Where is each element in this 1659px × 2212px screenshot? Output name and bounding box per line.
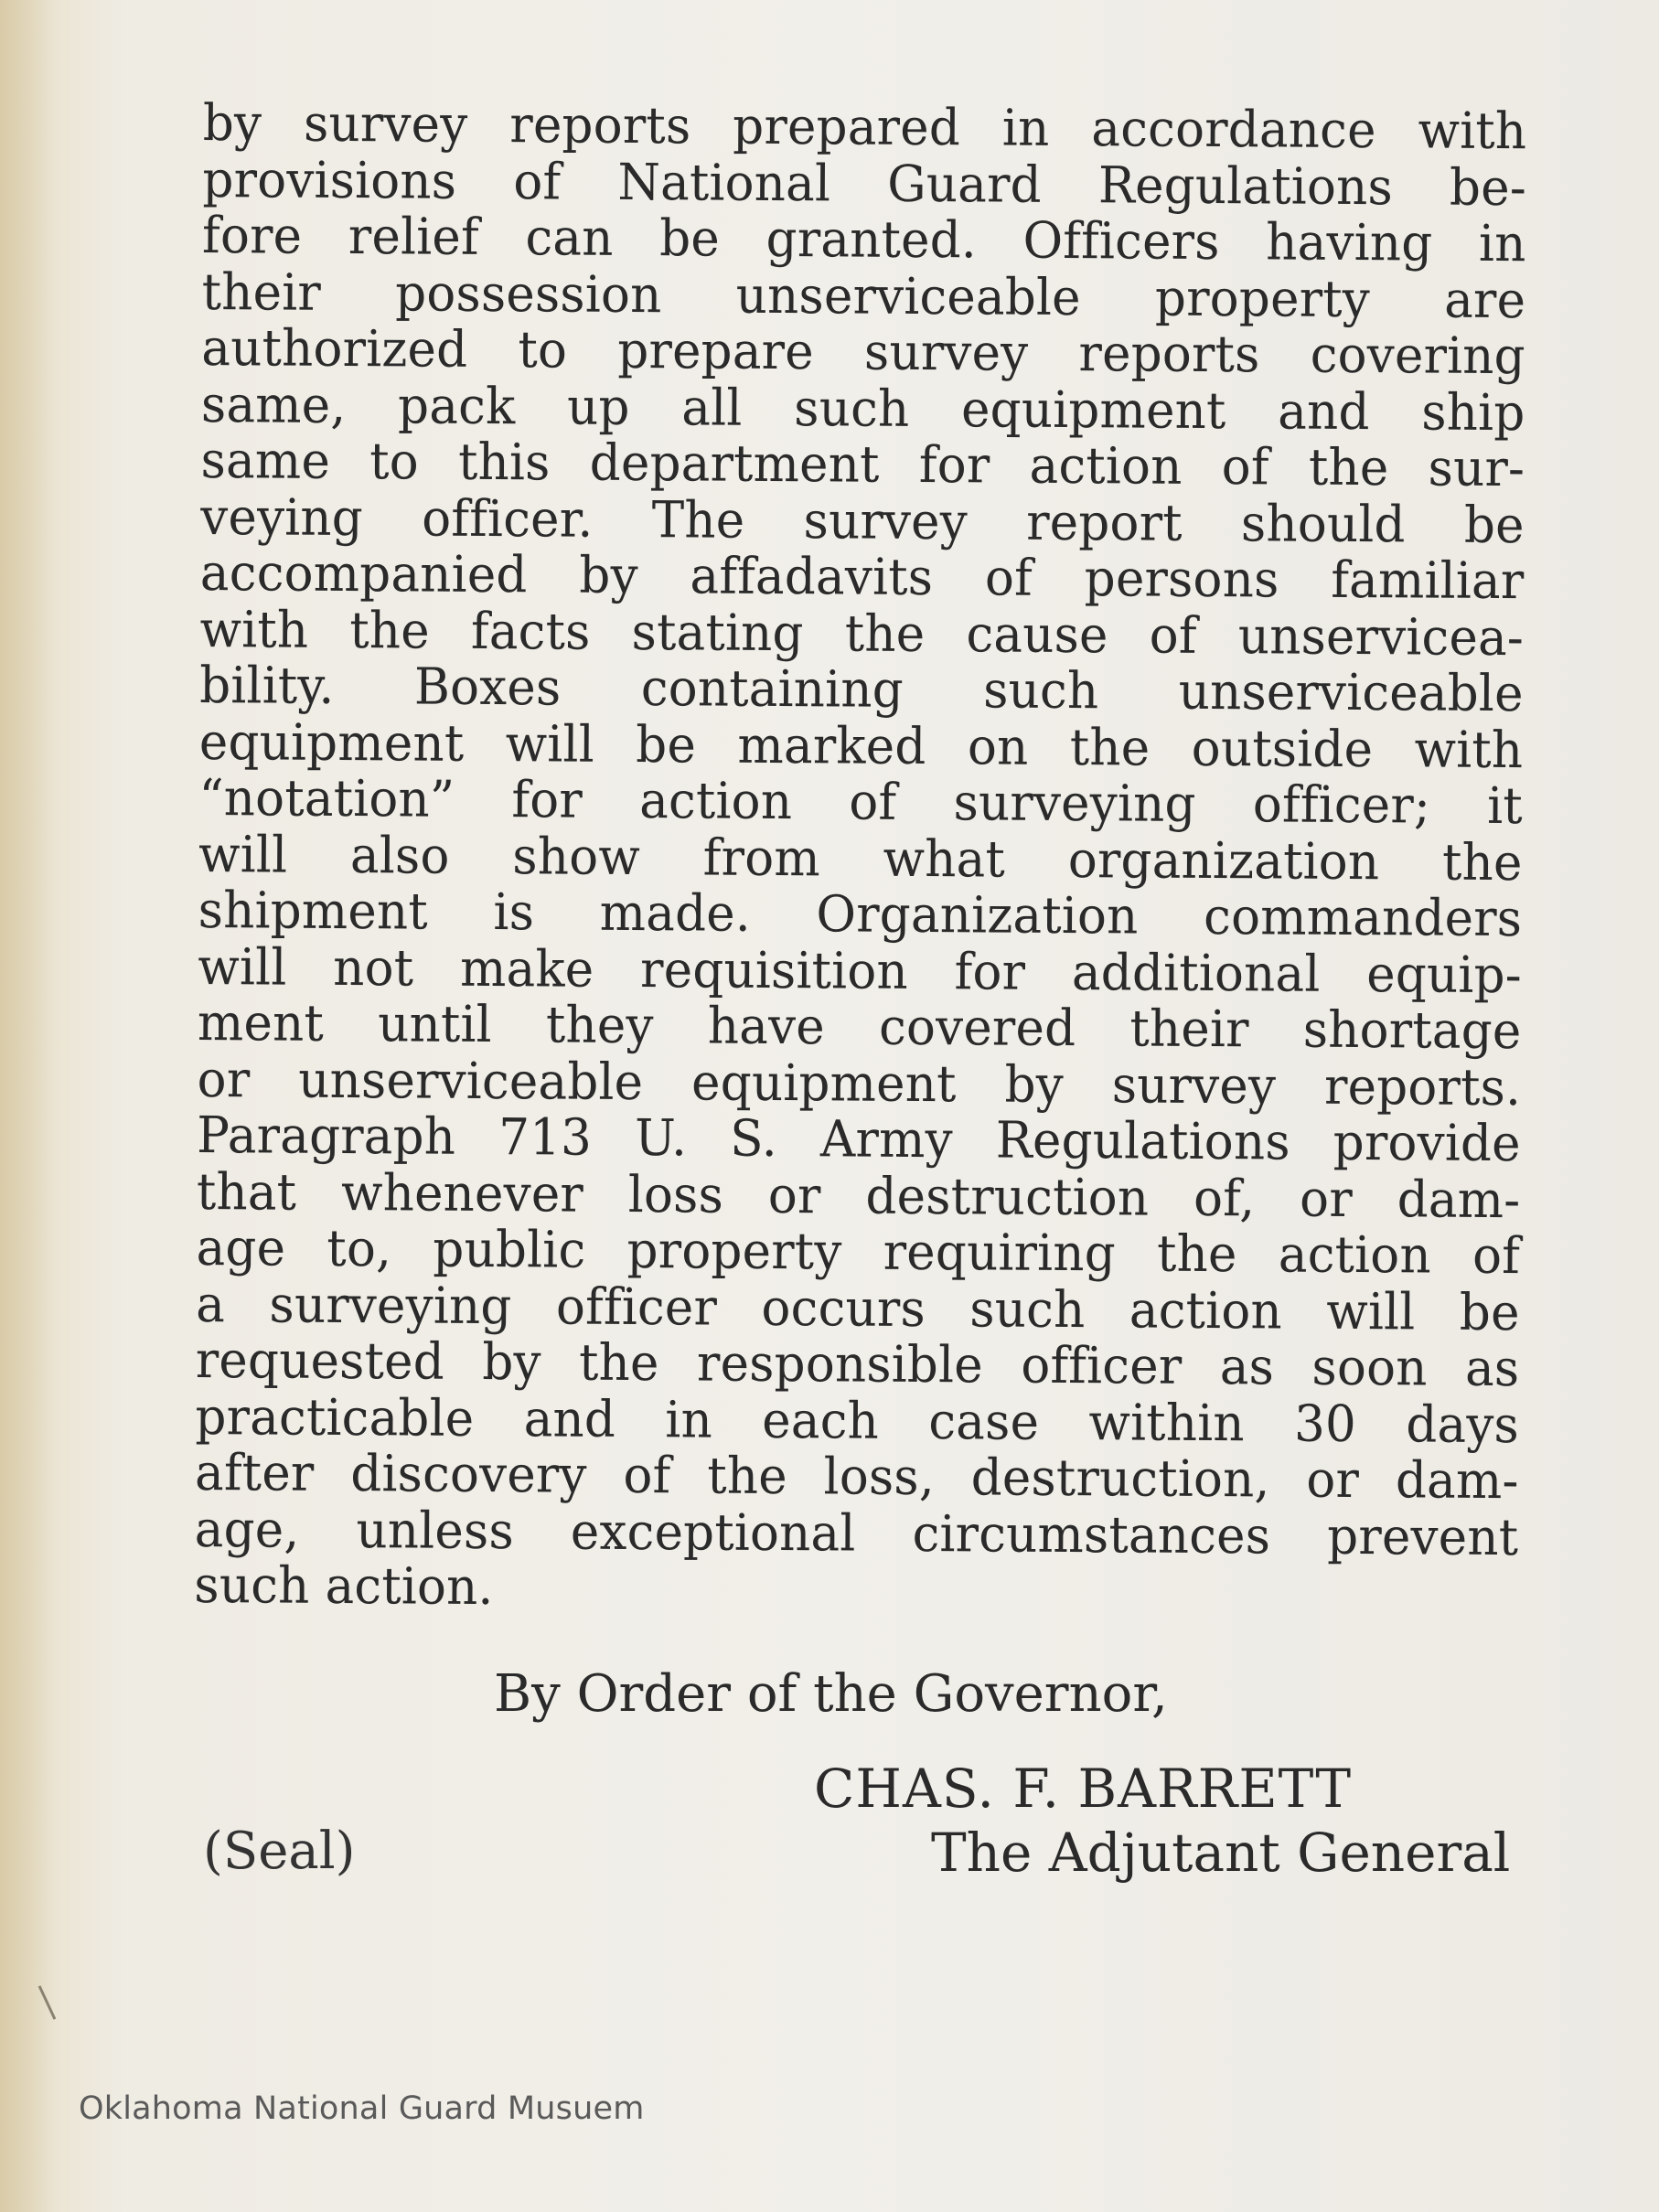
- text-line: age to, public property requiring the action of: [196, 1217, 1521, 1286]
- order-of-governor: By Order of the Governor,: [494, 1664, 1168, 1724]
- text-line: same, pack up all such equipment and ship: [200, 374, 1525, 442]
- text-line: after discovery of the loss, destruction, or dam-: [194, 1442, 1519, 1511]
- signer-name: CHAS. F. BARRETT: [814, 1758, 1353, 1820]
- text-line: ment until they have covered their shortage: [197, 992, 1522, 1061]
- text-line: such action.: [194, 1555, 494, 1617]
- body-paragraph: [194, 95, 1526, 1622]
- text-line: bility. Boxes containing such unserviceable: [199, 655, 1524, 723]
- paper-mark: [38, 1985, 57, 2020]
- text-line: authorized to prepare survey reports covering: [201, 317, 1526, 386]
- text-line: requested by the responsible officer as soon as: [195, 1330, 1520, 1398]
- text-line: a surveying officer occurs such action will be: [196, 1274, 1520, 1341]
- text-line: equipment will be marked on the outside with: [198, 711, 1524, 779]
- text-line: accompanied by affadavits of persons familiar: [199, 542, 1525, 611]
- text-line: practicable and in each case within 30 days: [195, 1386, 1520, 1454]
- text-line: by survey reports prepared in accordance with: [202, 93, 1527, 161]
- text-line: provisions of National Guard Regulations be-: [202, 149, 1527, 217]
- text-line: shipment is made. Organization commanders: [198, 880, 1523, 948]
- text-line: or unserviceable equipment by survey reports.: [197, 1049, 1522, 1117]
- museum-watermark: Oklahoma National Guard Musuem: [79, 2090, 645, 2127]
- text-line: veying officer. The survey report should be: [200, 486, 1525, 554]
- text-line: that whenever loss or destruction of, or dam-: [196, 1161, 1521, 1229]
- text-line: their possession unserviceable property are: [201, 262, 1526, 329]
- text-line: Paragraph 713 U. S. Army Regulations provide: [197, 1105, 1521, 1173]
- text-line: will not make requisition for additional equip-: [198, 936, 1523, 1004]
- text-line: fore relief can be granted. Officers having in: [201, 205, 1526, 273]
- text-line: “notation” for action of surveying officer; it: [198, 767, 1524, 836]
- seal-label: (Seal): [203, 1822, 356, 1881]
- text-line: with the facts stating the cause of unservicea-: [199, 599, 1525, 667]
- text-line: will also show from what organization the: [198, 824, 1523, 892]
- text-line: same to this department for action of the sur-: [200, 430, 1525, 498]
- signer-title: The Adjutant General: [931, 1822, 1511, 1884]
- text-line: age, unless exceptional circumstances prevent: [194, 1499, 1519, 1566]
